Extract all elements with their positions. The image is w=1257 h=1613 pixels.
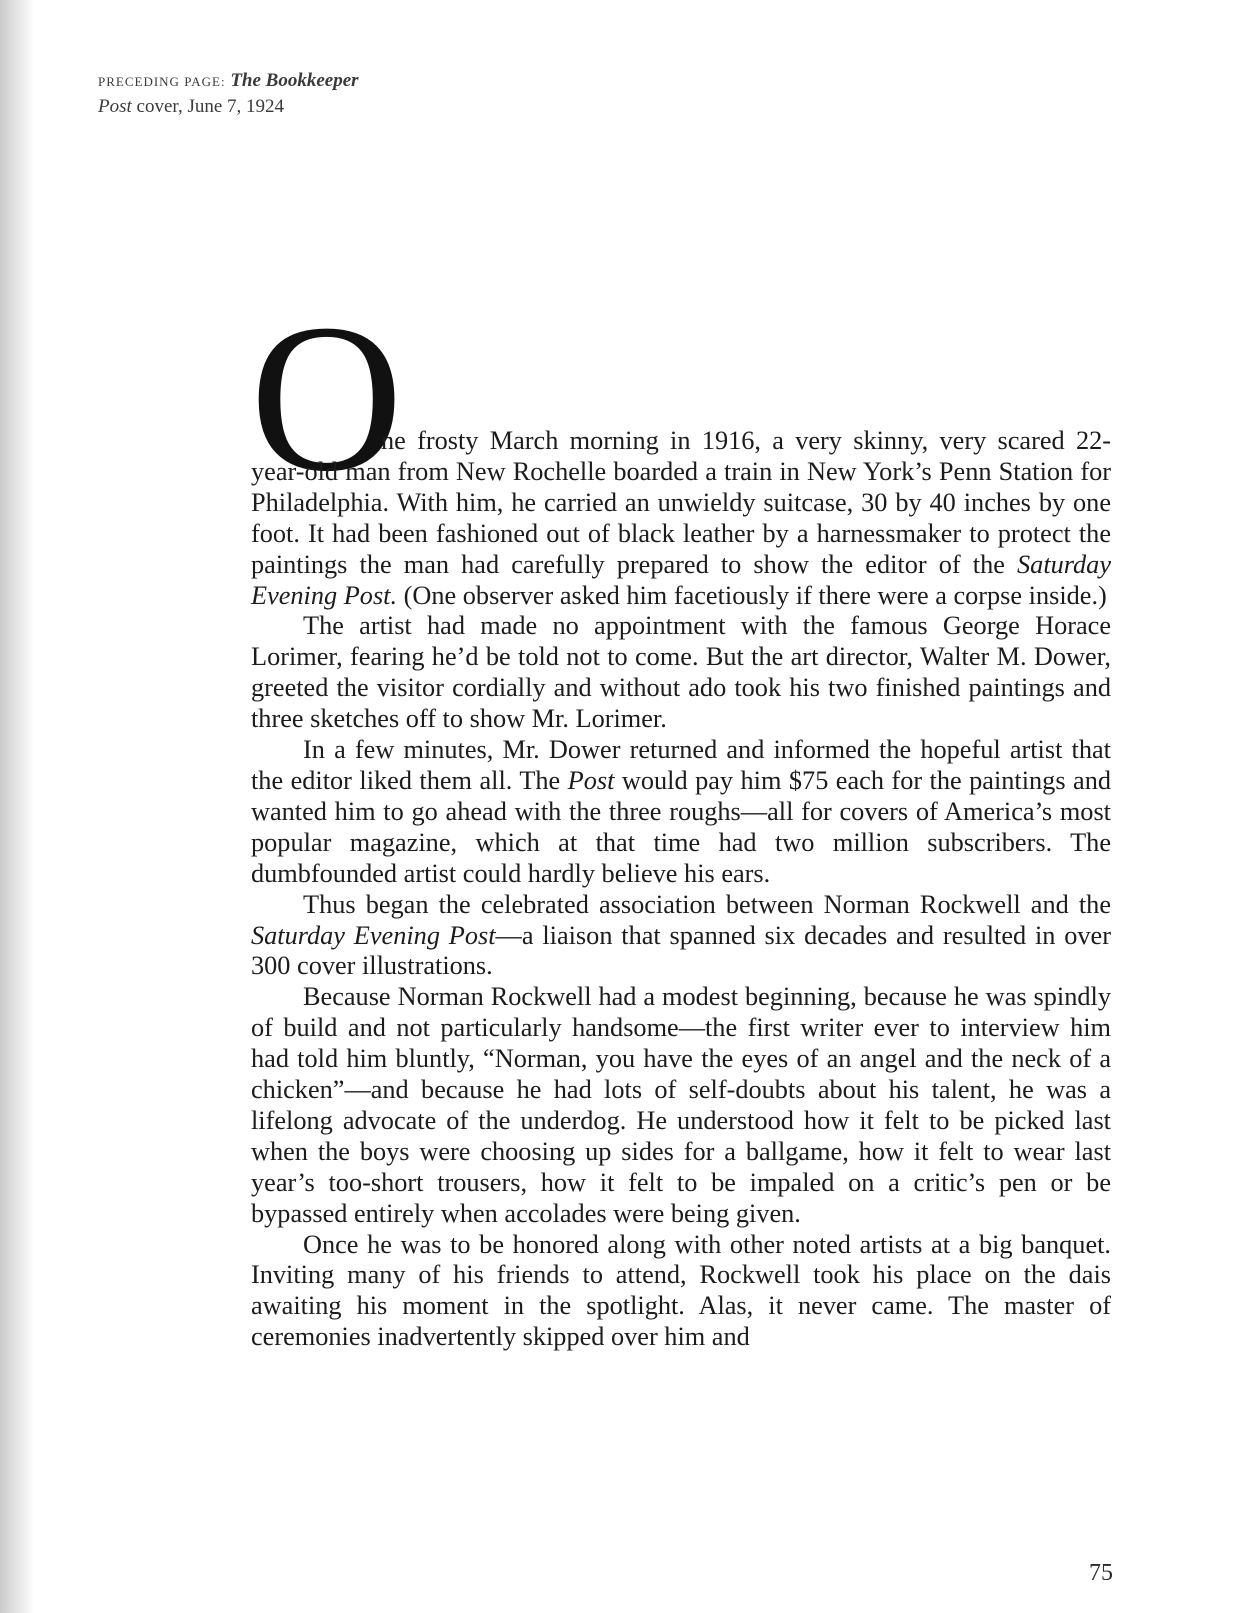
paragraph-1-outro: (One observer asked him facetiously if there were a corpse inside.) [397,580,1107,610]
paragraph-1 [251,426,1111,611]
page-number: 75 [1089,1560,1113,1586]
paragraph-5: Because Norman Rockwell had a modest beginning, because he was spindly of build and not particularly handsome—the first writer ever to interview him had told him bluntly, “Norman, you have the eyes of an angel and the neck of a chicken”—and because he had lots of self-doubts about his talent, he was a lifelong advocate of the underdog. He understood how it felt to be picked last when the boys were choosing up sides for a ballgame, how it felt to wear last year’s too-short trousers, how it felt to be impaled on a critic’s pen or be bypassed entirely when accolades were being given. [251,982,1111,1228]
paragraph-1-intro: ne frosty March morning in 1916, a very skinny, very scared 22-year-old man from New Rochelle boarded a train in New York’s Penn Station for Philadelphia. With him, he carried an unwieldy suitcase, 30 by 40 inches by one foot. It had been fashioned out of black leather by a harnessmaker to protect the paintings the man had carefully prepared to show the editor of the [251,426,1111,579]
paragraph-6: Once he was to be honored along with other noted artists at a big banquet. Inviting many of his friends to attend, Rockwell took his place on the dais awaiting his moment in the spotlight. Alas, it never came. The master of ceremonies inadvertently skipped over him and [251,1229,1111,1352]
caption-line-2 [98,94,359,119]
caption-title: The Bookkeeper [230,70,359,91]
article-body [251,426,1111,1353]
paragraph-3-emphasis: Post [567,765,615,795]
page-gutter-shadow [0,0,34,1613]
caption-line-1 [98,68,359,94]
paragraph-4-outro: —a liaison that spanned six decades and resulted in over 300 cover illustrations. [251,920,1111,981]
caption-details: cover, June 7, 1924 [136,96,285,117]
paragraph-4-intro: Thus began the celebrated association between Norman Rockwell and the [303,889,1111,919]
paragraph-3-intro: In a few minutes, Mr. Dower returned and informed the hopeful artist that the editor liked them all. The [251,735,1111,795]
caption-publication: Post [98,96,132,117]
drop-cap: O [250,280,404,515]
paragraph-2: The artist had made no appointment with the famous George Horace Lorimer, fearing he’d be told not to come. But the art director, Walter M. Dower, greeted the visitor cordially and without ado took his two finished paintings and three sketches off to show Mr. Lorimer. [251,611,1111,734]
caption-label: PRECEDING PAGE: [98,74,226,89]
paragraph-3-outro: would pay him $75 each for the paintings and wanted him to go ahead with the three roughs—all for covers of America’s most popular magazine, which at that time had two million subscribers. The dumbfounded artist could hardly believe his ears. [251,765,1111,888]
paragraph-1-emphasis: Saturday Evening Post. [251,549,1111,610]
paragraph-3 [251,735,1111,890]
paragraph-4 [251,890,1111,983]
figure-caption [98,68,359,119]
paragraph-4-emphasis: Saturday Evening Post [251,920,496,950]
